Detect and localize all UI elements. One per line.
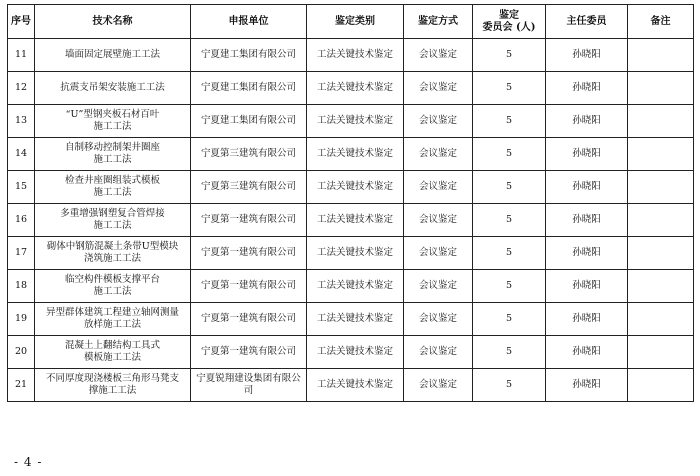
cell-members: 5 <box>473 336 546 369</box>
cell-no: 20 <box>8 336 35 369</box>
cell-unit: 宁夏第三建筑有限公司 <box>191 138 307 171</box>
cell-members: 5 <box>473 270 546 303</box>
cell-note <box>628 39 694 72</box>
header-chair: 主任委员 <box>546 5 628 39</box>
cell-method: 会议鉴定 <box>404 138 473 171</box>
cell-note <box>628 237 694 270</box>
cell-method: 会议鉴定 <box>404 303 473 336</box>
cell-chair: 孙晓阳 <box>546 39 628 72</box>
cell-tech-name: 不同厚度现浇楼板三角形马凳支 撑施工工法 <box>35 369 191 402</box>
cell-method: 会议鉴定 <box>404 270 473 303</box>
cell-tech-name: 自制移动控制架井圈座 施工工法 <box>35 138 191 171</box>
cell-method: 会议鉴定 <box>404 336 473 369</box>
cell-chair: 孙晓阳 <box>546 369 628 402</box>
table-row <box>8 171 694 204</box>
cell-no: 15 <box>8 171 35 204</box>
cell-tech-name: 异型群体建筑工程建立轴网测量 放样施工工法 <box>35 303 191 336</box>
header-tech-name: 技术名称 <box>35 5 191 39</box>
cell-chair: 孙晓阳 <box>546 105 628 138</box>
cell-members: 5 <box>473 204 546 237</box>
cell-unit: 宁夏锐翔建设集团有限公司 <box>191 369 307 402</box>
header-no: 序号 <box>8 5 35 39</box>
cell-no: 21 <box>8 369 35 402</box>
cell-chair: 孙晓阳 <box>546 72 628 105</box>
cell-no: 13 <box>8 105 35 138</box>
cell-method: 会议鉴定 <box>404 171 473 204</box>
cell-category: 工法关键技术鉴定 <box>307 105 404 138</box>
cell-category: 工法关键技术鉴定 <box>307 237 404 270</box>
table-row <box>8 270 694 303</box>
header-method: 鉴定方式 <box>404 5 473 39</box>
table-row <box>8 105 694 138</box>
cell-tech-name: 墙面固定展壁施工工法 <box>35 39 191 72</box>
table-row <box>8 204 694 237</box>
cell-tech-name: 混凝土上翻结构工具式 模板施工工法 <box>35 336 191 369</box>
cell-tech-name: 砌体中钢筋混凝土条带U型模块 浇筑施工工法 <box>35 237 191 270</box>
table-body <box>8 39 694 402</box>
cell-method: 会议鉴定 <box>404 72 473 105</box>
table-row <box>8 303 694 336</box>
cell-unit: 宁夏建工集团有限公司 <box>191 72 307 105</box>
cell-note <box>628 204 694 237</box>
cell-members: 5 <box>473 105 546 138</box>
cell-members: 5 <box>473 369 546 402</box>
cell-tech-name: 临空构件模板支撑平台 施工工法 <box>35 270 191 303</box>
cell-category: 工法关键技术鉴定 <box>307 336 404 369</box>
cell-category: 工法关键技术鉴定 <box>307 72 404 105</box>
table-row <box>8 237 694 270</box>
cell-category: 工法关键技术鉴定 <box>307 39 404 72</box>
cell-tech-name: 抗震支吊架安装施工工法 <box>35 72 191 105</box>
cell-no: 11 <box>8 39 35 72</box>
cell-unit: 宁夏第一建筑有限公司 <box>191 237 307 270</box>
table-row <box>8 336 694 369</box>
cell-chair: 孙晓阳 <box>546 204 628 237</box>
cell-note <box>628 171 694 204</box>
appraisal-table <box>7 4 694 402</box>
page-number: - 4 - <box>14 455 43 469</box>
cell-unit: 宁夏第一建筑有限公司 <box>191 204 307 237</box>
cell-method: 会议鉴定 <box>404 204 473 237</box>
cell-note <box>628 336 694 369</box>
cell-members: 5 <box>473 303 546 336</box>
cell-category: 工法关键技术鉴定 <box>307 369 404 402</box>
cell-chair: 孙晓阳 <box>546 303 628 336</box>
cell-members: 5 <box>473 237 546 270</box>
cell-members: 5 <box>473 138 546 171</box>
cell-category: 工法关键技术鉴定 <box>307 171 404 204</box>
cell-tech-name: 多重增强钢塑复合管焊接 施工工法 <box>35 204 191 237</box>
cell-unit: 宁夏第一建筑有限公司 <box>191 270 307 303</box>
cell-no: 12 <box>8 72 35 105</box>
cell-note <box>628 138 694 171</box>
cell-no: 14 <box>8 138 35 171</box>
cell-unit: 宁夏建工集团有限公司 <box>191 105 307 138</box>
cell-note <box>628 105 694 138</box>
table-row <box>8 72 694 105</box>
cell-unit: 宁夏第一建筑有限公司 <box>191 336 307 369</box>
cell-method: 会议鉴定 <box>404 105 473 138</box>
cell-chair: 孙晓阳 <box>546 336 628 369</box>
table-row <box>8 138 694 171</box>
cell-tech-name: 检查井座圈组装式模板 施工工法 <box>35 171 191 204</box>
cell-no: 17 <box>8 237 35 270</box>
cell-category: 工法关键技术鉴定 <box>307 138 404 171</box>
cell-unit: 宁夏第三建筑有限公司 <box>191 171 307 204</box>
cell-no: 18 <box>8 270 35 303</box>
cell-chair: 孙晓阳 <box>546 171 628 204</box>
header-unit: 申报单位 <box>191 5 307 39</box>
cell-category: 工法关键技术鉴定 <box>307 303 404 336</box>
cell-no: 19 <box>8 303 35 336</box>
header-members: 鉴定 委员会 (人) <box>473 5 546 39</box>
cell-unit: 宁夏第一建筑有限公司 <box>191 303 307 336</box>
cell-category: 工法关键技术鉴定 <box>307 204 404 237</box>
cell-method: 会议鉴定 <box>404 39 473 72</box>
cell-no: 16 <box>8 204 35 237</box>
cell-category: 工法关键技术鉴定 <box>307 270 404 303</box>
cell-chair: 孙晓阳 <box>546 270 628 303</box>
cell-tech-name: “U”型钢夹板石材百叶 施工工法 <box>35 105 191 138</box>
table-row <box>8 39 694 72</box>
cell-method: 会议鉴定 <box>404 237 473 270</box>
cell-members: 5 <box>473 171 546 204</box>
table-header-row <box>8 5 694 39</box>
cell-chair: 孙晓阳 <box>546 237 628 270</box>
cell-note <box>628 270 694 303</box>
cell-unit: 宁夏建工集团有限公司 <box>191 39 307 72</box>
cell-chair: 孙晓阳 <box>546 138 628 171</box>
cell-note <box>628 369 694 402</box>
cell-method: 会议鉴定 <box>404 369 473 402</box>
cell-members: 5 <box>473 39 546 72</box>
header-category: 鉴定类别 <box>307 5 404 39</box>
cell-note <box>628 72 694 105</box>
table-row <box>8 369 694 402</box>
header-note: 备注 <box>628 5 694 39</box>
cell-members: 5 <box>473 72 546 105</box>
cell-note <box>628 303 694 336</box>
